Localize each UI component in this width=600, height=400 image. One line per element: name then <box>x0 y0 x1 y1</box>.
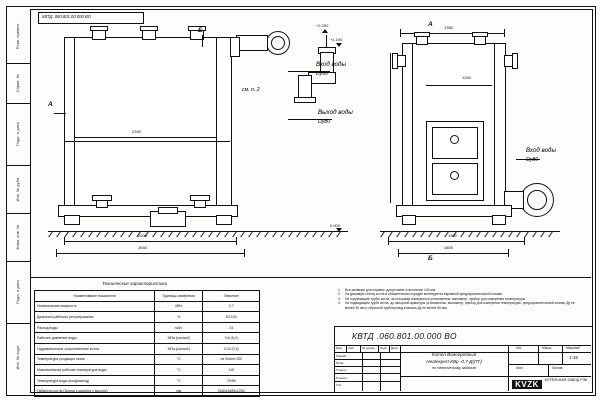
spec-header-cell: Единицы измерения <box>155 291 203 302</box>
product-line-3: по техническому заданию <box>431 365 477 370</box>
body-right-inner-line <box>216 37 217 205</box>
spec-cell-name: Гидравлическое сопротивление котла <box>35 343 155 354</box>
role-razrab: Разраб. <box>336 354 348 358</box>
company-logo: KVZK <box>512 380 542 389</box>
dim-line-1260-v <box>390 53 391 203</box>
rev-col-header-podp: Подп. <box>380 346 388 350</box>
elevation-0000: 0.000 <box>330 223 341 228</box>
chimney-outlet-inner <box>271 36 285 50</box>
right-body-inner-left <box>412 43 413 205</box>
spec-cell-unit: м3/ч <box>155 322 203 333</box>
body-left-inner-line <box>74 37 75 205</box>
sheet-label: Лист <box>516 366 523 370</box>
spec-row <box>35 343 260 354</box>
dim-2640: 2640 <box>138 245 147 250</box>
company-name: КОТЕЛЬНАЯ ЗАВОД РЭК <box>544 378 588 382</box>
base-foot-1 <box>64 215 80 225</box>
spec-row <box>35 333 260 344</box>
spec-row <box>35 386 260 397</box>
dim-tick <box>508 249 509 257</box>
door-handle-upper-icon <box>450 135 459 144</box>
note-number: 4 <box>338 301 340 306</box>
callout-inlet-left-dy: Dy80 <box>316 71 329 77</box>
dim-line-2390 <box>74 137 216 138</box>
spec-cell-value: не более 250 <box>203 354 260 365</box>
stamp-label: Инв. № дубл. <box>16 176 20 202</box>
stage-header-scale: Масштаб <box>566 346 580 350</box>
stamp-label: Перв. примен. <box>16 22 20 50</box>
note-number: 3 <box>338 296 340 301</box>
side-valve-right-flange <box>512 53 518 69</box>
stage-header-lit: Лит. <box>516 346 522 350</box>
spec-cell-unit: °С <box>155 375 203 386</box>
title-block-div-9 <box>562 345 563 364</box>
spec-cell-unit: МПа (кгс/см2) <box>155 333 203 344</box>
valve-flange-left-2 <box>190 195 210 201</box>
ground-hatch-left <box>48 231 348 237</box>
role-div-3 <box>334 373 400 374</box>
note-text: На дымовую стенку котла в обязательном порядке монтируется взрывной предохранительный клапан. <box>345 292 504 297</box>
base-foot-2 <box>216 215 232 225</box>
section-mark-b-left: Б <box>198 27 203 34</box>
stamp-label: Подп. и дата <box>16 280 20 304</box>
elevation-2250: +2.250 <box>316 23 329 28</box>
stamp-label: Взам. инв. № <box>16 224 20 250</box>
drawing-area <box>30 9 591 277</box>
product-line-1: Котел Водогрейный <box>431 352 477 357</box>
door-handle-lower-icon <box>450 171 459 180</box>
spec-cell-name: Расход воды <box>35 322 155 333</box>
role-div-2 <box>334 366 400 367</box>
spec-cell-name: Диапазон рабочего регулирования <box>35 312 155 323</box>
spec-cell-value: 0,6 (6,0) <box>203 333 260 344</box>
spec-cell-value: 115 <box>203 365 260 376</box>
dim-1960: 1960 <box>448 233 457 238</box>
nozzle-right-flange-2 <box>472 32 488 37</box>
base-foot-right-1 <box>402 215 416 225</box>
stage-header-mass: Масса <box>542 346 552 350</box>
side-valve-left-flange <box>392 53 398 69</box>
base-foot-right-2 <box>492 215 506 225</box>
role-prov: Пров. <box>336 361 345 365</box>
spec-header-cell: Значение <box>203 291 260 302</box>
nozzle-flange-3 <box>188 26 206 31</box>
nozzle-right-flange-1 <box>414 32 430 37</box>
spec-cell-value: 2640х1685х2250 <box>203 386 260 397</box>
rev-div-v2 <box>360 345 361 352</box>
spec-header-cell: Наименование показателя <box>35 291 155 302</box>
rev-col-header-izm: Изм. <box>336 346 343 350</box>
dim-tick <box>64 237 65 245</box>
notes-list <box>338 288 584 310</box>
rev-div-v3 <box>378 345 379 352</box>
note-number: 1 <box>338 288 340 292</box>
callout-see-note-2: см. п. 2 <box>242 87 260 93</box>
note-item <box>338 301 584 310</box>
dim-1360: 1360 <box>444 25 453 30</box>
spec-cell-unit: °С <box>155 354 203 365</box>
spec-cell-name: Температура уходящих газов <box>35 354 155 365</box>
role-div-4 <box>334 381 400 382</box>
stamp-cell <box>6 213 30 262</box>
title-block-div-5 <box>400 376 591 377</box>
chimney-duct <box>236 35 268 51</box>
sheets-total-label: Листов <box>552 366 563 370</box>
dim-tick <box>56 249 57 257</box>
body-inner-line <box>64 141 230 142</box>
right-body-inner-right <box>494 43 495 205</box>
inlet-bottom-flange <box>294 97 316 103</box>
product-line-2: Heatexpert-КВр -0,7-Д(ПТ) <box>426 358 482 364</box>
rev-col-header-doc: № докум. <box>362 346 376 350</box>
section-mark-a-right: А <box>428 21 433 28</box>
dim-2505: 2505 <box>138 233 147 238</box>
inlet-pipe-vertical <box>326 35 327 47</box>
dim-2390: 2390 <box>132 129 141 134</box>
valve-flange-left-1 <box>92 195 112 201</box>
chimney-neck <box>230 37 240 57</box>
dim-line-2640 <box>56 253 244 254</box>
lower-area-divider <box>30 277 591 278</box>
spec-cell-value: 0,7 <box>203 301 260 312</box>
boiler-body-left-view <box>64 37 232 207</box>
header-code-text: КВТД .060.801.00.000 ВО <box>42 14 91 19</box>
spec-row <box>35 375 260 386</box>
spec-row <box>35 365 260 376</box>
spec-cell-unit: МПа (кгс/см2) <box>155 343 203 354</box>
dim-1260: 1260 <box>462 75 471 80</box>
stamp-label: Инв. № подл. <box>16 344 20 370</box>
dim-line-1960 <box>388 241 524 242</box>
chimney-circle-inner-right <box>527 190 547 210</box>
product-name <box>402 352 506 371</box>
dim-line-2505 <box>64 241 236 242</box>
spec-cell-name: Номинальная мощность <box>35 301 155 312</box>
callout-inlet-left: Вход воды <box>316 61 347 68</box>
dim-tick <box>236 237 237 245</box>
stamp-label: Подп. и дата <box>16 122 20 146</box>
spec-table <box>34 290 260 397</box>
callout-outlet-left: Выход воды <box>318 109 353 116</box>
note-text: Все размеры для справок, допустимое отклонение ±30 мм. <box>345 288 436 292</box>
ground-hatch-right <box>380 231 560 237</box>
spec-row <box>35 354 260 365</box>
dim-line-1260-h <box>426 85 492 86</box>
stamp-cell <box>6 261 30 324</box>
stamp-cell <box>6 103 30 166</box>
rev-div-v1 <box>346 345 347 352</box>
role-nkontr: Н.контр. <box>336 376 348 380</box>
base-frame-left <box>58 205 238 217</box>
spec-cell-name: Рабочее давление воды <box>35 333 155 344</box>
left-stamp-column <box>6 9 31 391</box>
stamp-label: Справ. № <box>16 74 20 92</box>
section-b-left-tick <box>202 35 203 47</box>
dim-tick <box>244 249 245 257</box>
spec-cell-name: Габариты котла (Длина х ширина х высота) <box>35 386 155 397</box>
title-block-div-8 <box>538 345 539 364</box>
rev-col-header-data: Дата <box>391 346 398 350</box>
dim-tick <box>400 29 401 37</box>
spec-cell-value: 70/95 <box>203 375 260 386</box>
spec-cell-value: 50-100 <box>203 312 260 323</box>
spec-header-row <box>35 291 260 302</box>
spec-cell-unit: °С <box>155 365 203 376</box>
elevation-1100: +1.100 <box>330 37 343 42</box>
burner-top-left <box>158 207 178 214</box>
spec-cell-unit: % <box>155 312 203 323</box>
nozzle-flange-1 <box>90 26 108 31</box>
nozzle-flange-2 <box>140 26 158 31</box>
stamp-cell <box>6 323 30 391</box>
note-text: Не подлежащие трубы котла, за которыми измеряются установлены: манометр, прибор для измерения температуры. <box>345 296 527 301</box>
elevation-arrow-3 <box>336 228 342 232</box>
spec-title: Технические характеристики <box>102 281 168 286</box>
section-a-left-tick <box>54 113 66 114</box>
dim-tick <box>504 29 505 37</box>
elevation-arrow-2 <box>336 43 342 47</box>
role-tkontr: Т.контр. <box>336 368 348 372</box>
drawing-code: КВТД .060.801.00.000 ВО <box>352 331 457 341</box>
spec-cell-unit: мм <box>155 386 203 397</box>
note-number: 2 <box>338 292 340 297</box>
spec-row <box>35 322 260 333</box>
dim-line-1605 <box>398 253 508 254</box>
role-div-v1 <box>362 352 363 391</box>
spec-row <box>35 312 260 323</box>
role-div-1 <box>334 359 400 360</box>
spec-row <box>35 301 260 312</box>
spec-cell-name: Максимальная рабочая температура воды <box>35 365 155 376</box>
scale-value: 1:15 <box>569 355 578 360</box>
callout-inlet-right: Вход воды <box>526 147 557 154</box>
stamp-cell <box>6 63 30 104</box>
stamp-cell <box>6 9 30 64</box>
role-div-v2 <box>380 352 381 391</box>
dim-tick <box>524 237 525 245</box>
dim-tick <box>388 237 389 245</box>
dim-tick <box>398 249 399 257</box>
section-mark-a-left: А <box>48 101 53 108</box>
elevation-arrow-1 <box>322 29 328 33</box>
note-text: На подводящем трубе котла, до запорной арматуры установлены: манометр, прибор для измерения температуры, предохранительный клапан Ду не менее 50 мм и сбросной трубопровод клапана Ду не менее 50 мм. <box>345 301 575 310</box>
spec-cell-unit: МВт <box>155 301 203 312</box>
title-block-div-7 <box>508 364 591 365</box>
spec-cell-name: Температура воды (вход/выход) <box>35 375 155 386</box>
section-mark-b-right: Б <box>428 255 433 262</box>
spec-cell-value: 0,04 (0,4) <box>203 343 260 354</box>
dim-1605: 1605 <box>444 245 453 250</box>
callout-outlet-left-dy: Dy80 <box>318 119 331 125</box>
rev-div-v4 <box>389 345 390 352</box>
stamp-cell <box>6 165 30 214</box>
title-block-div-6 <box>508 352 591 353</box>
role-utv: Утв. <box>336 383 342 387</box>
callout-inlet-right-dy: Dy80 <box>526 157 539 163</box>
rev-col-header-list: Лист <box>348 346 355 350</box>
sheets-div <box>548 364 549 376</box>
spec-cell-value: 24 <box>203 322 260 333</box>
